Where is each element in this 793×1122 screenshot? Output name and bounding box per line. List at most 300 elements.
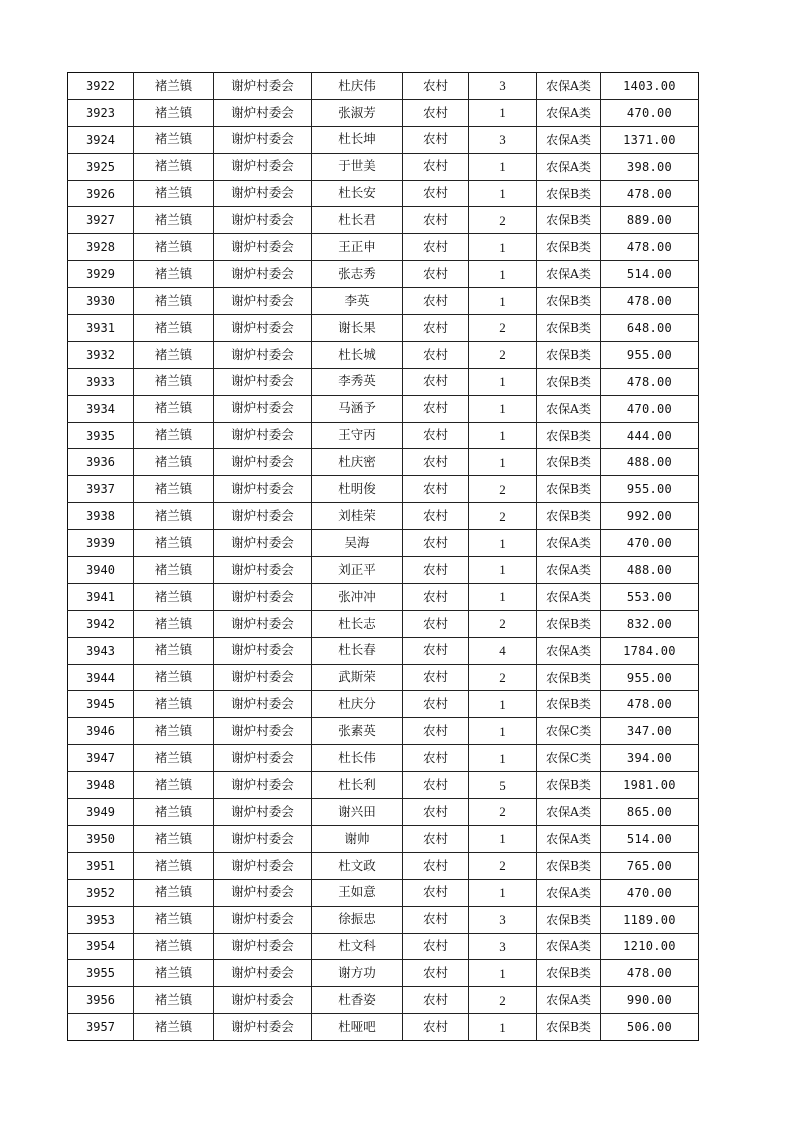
town-cell: 褚兰镇 [134, 691, 214, 718]
name-cell: 谢兴田 [312, 799, 403, 826]
table-row [68, 449, 699, 476]
table-row [68, 933, 699, 960]
name-cell: 李秀英 [312, 368, 403, 395]
town-cell: 褚兰镇 [134, 960, 214, 987]
name-cell: 杜文政 [312, 852, 403, 879]
person-count-cell: 1 [469, 99, 537, 126]
household-type-cell: 农村 [403, 664, 469, 691]
village-committee-cell: 谢炉村委会 [214, 637, 312, 664]
insurance-category-cell: 农保C类 [537, 745, 601, 772]
town-cell: 褚兰镇 [134, 852, 214, 879]
name-cell: 杜香姿 [312, 987, 403, 1014]
town-cell: 褚兰镇 [134, 476, 214, 503]
person-count-cell: 2 [469, 315, 537, 342]
person-count-cell: 2 [469, 610, 537, 637]
village-committee-cell: 谢炉村委会 [214, 879, 312, 906]
table-row [68, 610, 699, 637]
person-count-cell: 2 [469, 341, 537, 368]
amount-cell: 398.00 [601, 153, 699, 180]
name-cell: 王正申 [312, 234, 403, 261]
serial-number-cell: 3924 [68, 126, 134, 153]
table-row [68, 906, 699, 933]
amount-cell: 470.00 [601, 530, 699, 557]
name-cell: 马涵予 [312, 395, 403, 422]
amount-cell: 889.00 [601, 207, 699, 234]
household-type-cell: 农村 [403, 879, 469, 906]
name-cell: 徐振忠 [312, 906, 403, 933]
town-cell: 褚兰镇 [134, 610, 214, 637]
serial-number-cell: 3935 [68, 422, 134, 449]
table-body [68, 73, 699, 1041]
village-committee-cell: 谢炉村委会 [214, 799, 312, 826]
amount-cell: 832.00 [601, 610, 699, 637]
household-type-cell: 农村 [403, 503, 469, 530]
table-row [68, 395, 699, 422]
household-type-cell: 农村 [403, 449, 469, 476]
household-type-cell: 农村 [403, 852, 469, 879]
name-cell: 张志秀 [312, 261, 403, 288]
serial-number-cell: 3955 [68, 960, 134, 987]
village-committee-cell: 谢炉村委会 [214, 207, 312, 234]
amount-cell: 1189.00 [601, 906, 699, 933]
insurance-category-cell: 农保B类 [537, 1014, 601, 1041]
village-committee-cell: 谢炉村委会 [214, 73, 312, 100]
serial-number-cell: 3929 [68, 261, 134, 288]
town-cell: 褚兰镇 [134, 1014, 214, 1041]
person-count-cell: 1 [469, 691, 537, 718]
household-type-cell: 农村 [403, 73, 469, 100]
town-cell: 褚兰镇 [134, 799, 214, 826]
person-count-cell: 1 [469, 368, 537, 395]
household-type-cell: 农村 [403, 315, 469, 342]
name-cell: 杜庆分 [312, 691, 403, 718]
serial-number-cell: 3926 [68, 180, 134, 207]
serial-number-cell: 3943 [68, 637, 134, 664]
serial-number-cell: 3927 [68, 207, 134, 234]
serial-number-cell: 3946 [68, 718, 134, 745]
amount-cell: 470.00 [601, 879, 699, 906]
household-type-cell: 农村 [403, 207, 469, 234]
name-cell: 吴海 [312, 530, 403, 557]
village-committee-cell: 谢炉村委会 [214, 126, 312, 153]
village-committee-cell: 谢炉村委会 [214, 825, 312, 852]
table-row [68, 261, 699, 288]
table-row [68, 825, 699, 852]
serial-number-cell: 3937 [68, 476, 134, 503]
town-cell: 褚兰镇 [134, 153, 214, 180]
serial-number-cell: 3934 [68, 395, 134, 422]
amount-cell: 1371.00 [601, 126, 699, 153]
serial-number-cell: 3954 [68, 933, 134, 960]
person-count-cell: 1 [469, 288, 537, 315]
table-row [68, 234, 699, 261]
town-cell: 褚兰镇 [134, 261, 214, 288]
table-row [68, 476, 699, 503]
serial-number-cell: 3950 [68, 825, 134, 852]
village-committee-cell: 谢炉村委会 [214, 234, 312, 261]
amount-cell: 865.00 [601, 799, 699, 826]
serial-number-cell: 3941 [68, 583, 134, 610]
table-row [68, 422, 699, 449]
insurance-category-cell: 农保A类 [537, 530, 601, 557]
household-type-cell: 农村 [403, 180, 469, 207]
town-cell: 褚兰镇 [134, 126, 214, 153]
table-row [68, 99, 699, 126]
amount-cell: 553.00 [601, 583, 699, 610]
village-committee-cell: 谢炉村委会 [214, 341, 312, 368]
village-committee-cell: 谢炉村委会 [214, 530, 312, 557]
insurance-category-cell: 农保A类 [537, 261, 601, 288]
table-row [68, 315, 699, 342]
table-row [68, 126, 699, 153]
person-count-cell: 1 [469, 1014, 537, 1041]
village-committee-cell: 谢炉村委会 [214, 476, 312, 503]
insurance-category-cell: 农保B类 [537, 691, 601, 718]
village-committee-cell: 谢炉村委会 [214, 664, 312, 691]
amount-cell: 470.00 [601, 395, 699, 422]
amount-cell: 955.00 [601, 341, 699, 368]
amount-cell: 1981.00 [601, 772, 699, 799]
insurance-category-cell: 农保B类 [537, 315, 601, 342]
person-count-cell: 2 [469, 664, 537, 691]
town-cell: 褚兰镇 [134, 234, 214, 261]
town-cell: 褚兰镇 [134, 449, 214, 476]
amount-cell: 478.00 [601, 368, 699, 395]
table-row [68, 772, 699, 799]
insurance-category-cell: 农保B类 [537, 906, 601, 933]
name-cell: 杜庆密 [312, 449, 403, 476]
village-committee-cell: 谢炉村委会 [214, 960, 312, 987]
amount-cell: 992.00 [601, 503, 699, 530]
serial-number-cell: 3936 [68, 449, 134, 476]
village-committee-cell: 谢炉村委会 [214, 610, 312, 637]
town-cell: 褚兰镇 [134, 73, 214, 100]
name-cell: 谢方功 [312, 960, 403, 987]
village-committee-cell: 谢炉村委会 [214, 852, 312, 879]
name-cell: 张素英 [312, 718, 403, 745]
serial-number-cell: 3951 [68, 852, 134, 879]
insurance-category-cell: 农保B类 [537, 664, 601, 691]
insurance-category-cell: 农保A类 [537, 583, 601, 610]
name-cell: 杜哑吧 [312, 1014, 403, 1041]
household-type-cell: 农村 [403, 395, 469, 422]
name-cell: 杜长伟 [312, 745, 403, 772]
serial-number-cell: 3930 [68, 288, 134, 315]
village-committee-cell: 谢炉村委会 [214, 261, 312, 288]
household-type-cell: 农村 [403, 825, 469, 852]
insurance-category-cell: 农保A类 [537, 637, 601, 664]
name-cell: 武斯荣 [312, 664, 403, 691]
village-committee-cell: 谢炉村委会 [214, 906, 312, 933]
person-count-cell: 1 [469, 395, 537, 422]
serial-number-cell: 3923 [68, 99, 134, 126]
insurance-category-cell: 农保B类 [537, 852, 601, 879]
town-cell: 褚兰镇 [134, 207, 214, 234]
amount-cell: 955.00 [601, 664, 699, 691]
amount-cell: 347.00 [601, 718, 699, 745]
village-committee-cell: 谢炉村委会 [214, 180, 312, 207]
name-cell: 杜长春 [312, 637, 403, 664]
person-count-cell: 3 [469, 906, 537, 933]
insurance-category-cell: 农保B类 [537, 503, 601, 530]
name-cell: 杜明俊 [312, 476, 403, 503]
village-committee-cell: 谢炉村委会 [214, 395, 312, 422]
person-count-cell: 1 [469, 583, 537, 610]
amount-cell: 478.00 [601, 960, 699, 987]
serial-number-cell: 3928 [68, 234, 134, 261]
table-row [68, 879, 699, 906]
household-type-cell: 农村 [403, 234, 469, 261]
amount-cell: 1403.00 [601, 73, 699, 100]
serial-number-cell: 3938 [68, 503, 134, 530]
table-row [68, 503, 699, 530]
person-count-cell: 1 [469, 234, 537, 261]
household-type-cell: 农村 [403, 341, 469, 368]
town-cell: 褚兰镇 [134, 395, 214, 422]
household-type-cell: 农村 [403, 960, 469, 987]
person-count-cell: 3 [469, 933, 537, 960]
household-type-cell: 农村 [403, 799, 469, 826]
amount-cell: 514.00 [601, 261, 699, 288]
person-count-cell: 1 [469, 557, 537, 584]
insurance-category-cell: 农保A类 [537, 879, 601, 906]
household-type-cell: 农村 [403, 718, 469, 745]
table-row [68, 745, 699, 772]
serial-number-cell: 3925 [68, 153, 134, 180]
relief-roster-table [67, 72, 699, 1041]
village-committee-cell: 谢炉村委会 [214, 422, 312, 449]
serial-number-cell: 3952 [68, 879, 134, 906]
insurance-category-cell: 农保B类 [537, 772, 601, 799]
serial-number-cell: 3956 [68, 987, 134, 1014]
table-row [68, 691, 699, 718]
town-cell: 褚兰镇 [134, 987, 214, 1014]
insurance-category-cell: 农保A类 [537, 557, 601, 584]
person-count-cell: 2 [469, 503, 537, 530]
name-cell: 杜庆伟 [312, 73, 403, 100]
serial-number-cell: 3931 [68, 315, 134, 342]
insurance-category-cell: 农保B类 [537, 476, 601, 503]
person-count-cell: 3 [469, 126, 537, 153]
name-cell: 于世美 [312, 153, 403, 180]
amount-cell: 514.00 [601, 825, 699, 852]
insurance-category-cell: 农保C类 [537, 718, 601, 745]
amount-cell: 1210.00 [601, 933, 699, 960]
serial-number-cell: 3932 [68, 341, 134, 368]
table-row [68, 960, 699, 987]
insurance-category-cell: 农保B类 [537, 610, 601, 637]
table-row [68, 1014, 699, 1041]
insurance-category-cell: 农保B类 [537, 288, 601, 315]
name-cell: 杜长安 [312, 180, 403, 207]
table-row [68, 530, 699, 557]
table-row [68, 207, 699, 234]
insurance-category-cell: 农保B类 [537, 180, 601, 207]
amount-cell: 955.00 [601, 476, 699, 503]
household-type-cell: 农村 [403, 476, 469, 503]
person-count-cell: 1 [469, 960, 537, 987]
insurance-category-cell: 农保B类 [537, 422, 601, 449]
village-committee-cell: 谢炉村委会 [214, 987, 312, 1014]
town-cell: 褚兰镇 [134, 422, 214, 449]
name-cell: 杜长利 [312, 772, 403, 799]
table-row [68, 718, 699, 745]
household-type-cell: 农村 [403, 772, 469, 799]
town-cell: 褚兰镇 [134, 745, 214, 772]
person-count-cell: 5 [469, 772, 537, 799]
village-committee-cell: 谢炉村委会 [214, 315, 312, 342]
amount-cell: 648.00 [601, 315, 699, 342]
table-row [68, 637, 699, 664]
town-cell: 褚兰镇 [134, 879, 214, 906]
household-type-cell: 农村 [403, 691, 469, 718]
serial-number-cell: 3948 [68, 772, 134, 799]
serial-number-cell: 3942 [68, 610, 134, 637]
town-cell: 褚兰镇 [134, 557, 214, 584]
person-count-cell: 1 [469, 261, 537, 288]
village-committee-cell: 谢炉村委会 [214, 691, 312, 718]
amount-cell: 394.00 [601, 745, 699, 772]
name-cell: 杜文科 [312, 933, 403, 960]
amount-cell: 990.00 [601, 987, 699, 1014]
village-committee-cell: 谢炉村委会 [214, 772, 312, 799]
insurance-category-cell: 农保A类 [537, 99, 601, 126]
insurance-category-cell: 农保A类 [537, 395, 601, 422]
person-count-cell: 1 [469, 530, 537, 557]
household-type-cell: 农村 [403, 987, 469, 1014]
household-type-cell: 农村 [403, 126, 469, 153]
serial-number-cell: 3957 [68, 1014, 134, 1041]
village-committee-cell: 谢炉村委会 [214, 745, 312, 772]
serial-number-cell: 3940 [68, 557, 134, 584]
town-cell: 褚兰镇 [134, 718, 214, 745]
insurance-category-cell: 农保B类 [537, 960, 601, 987]
household-type-cell: 农村 [403, 637, 469, 664]
person-count-cell: 4 [469, 637, 537, 664]
insurance-category-cell: 农保A类 [537, 825, 601, 852]
table-row [68, 180, 699, 207]
name-cell: 杜长坤 [312, 126, 403, 153]
household-type-cell: 农村 [403, 261, 469, 288]
serial-number-cell: 3945 [68, 691, 134, 718]
amount-cell: 488.00 [601, 449, 699, 476]
person-count-cell: 3 [469, 73, 537, 100]
town-cell: 褚兰镇 [134, 906, 214, 933]
table-row [68, 799, 699, 826]
serial-number-cell: 3944 [68, 664, 134, 691]
person-count-cell: 1 [469, 745, 537, 772]
name-cell: 杜长城 [312, 341, 403, 368]
village-committee-cell: 谢炉村委会 [214, 503, 312, 530]
town-cell: 褚兰镇 [134, 288, 214, 315]
table-row [68, 557, 699, 584]
person-count-cell: 2 [469, 476, 537, 503]
village-committee-cell: 谢炉村委会 [214, 1014, 312, 1041]
household-type-cell: 农村 [403, 583, 469, 610]
person-count-cell: 2 [469, 799, 537, 826]
town-cell: 褚兰镇 [134, 530, 214, 557]
household-type-cell: 农村 [403, 906, 469, 933]
name-cell: 刘桂荣 [312, 503, 403, 530]
town-cell: 褚兰镇 [134, 341, 214, 368]
person-count-cell: 1 [469, 422, 537, 449]
person-count-cell: 2 [469, 207, 537, 234]
serial-number-cell: 3939 [68, 530, 134, 557]
table-row [68, 341, 699, 368]
village-committee-cell: 谢炉村委会 [214, 583, 312, 610]
amount-cell: 506.00 [601, 1014, 699, 1041]
household-type-cell: 农村 [403, 610, 469, 637]
name-cell: 杜长志 [312, 610, 403, 637]
household-type-cell: 农村 [403, 557, 469, 584]
person-count-cell: 1 [469, 449, 537, 476]
amount-cell: 478.00 [601, 180, 699, 207]
insurance-category-cell: 农保A类 [537, 987, 601, 1014]
serial-number-cell: 3933 [68, 368, 134, 395]
amount-cell: 765.00 [601, 852, 699, 879]
name-cell: 李英 [312, 288, 403, 315]
village-committee-cell: 谢炉村委会 [214, 933, 312, 960]
household-type-cell: 农村 [403, 933, 469, 960]
name-cell: 谢帅 [312, 825, 403, 852]
amount-cell: 478.00 [601, 288, 699, 315]
amount-cell: 470.00 [601, 99, 699, 126]
name-cell: 王守丙 [312, 422, 403, 449]
amount-cell: 1784.00 [601, 637, 699, 664]
serial-number-cell: 3922 [68, 73, 134, 100]
town-cell: 褚兰镇 [134, 99, 214, 126]
town-cell: 褚兰镇 [134, 933, 214, 960]
household-type-cell: 农村 [403, 153, 469, 180]
person-count-cell: 1 [469, 879, 537, 906]
town-cell: 褚兰镇 [134, 315, 214, 342]
town-cell: 褚兰镇 [134, 503, 214, 530]
town-cell: 褚兰镇 [134, 772, 214, 799]
name-cell: 谢长果 [312, 315, 403, 342]
table-row [68, 852, 699, 879]
insurance-category-cell: 农保A类 [537, 126, 601, 153]
village-committee-cell: 谢炉村委会 [214, 449, 312, 476]
village-committee-cell: 谢炉村委会 [214, 288, 312, 315]
household-type-cell: 农村 [403, 422, 469, 449]
name-cell: 张淑芳 [312, 99, 403, 126]
table-row [68, 368, 699, 395]
serial-number-cell: 3947 [68, 745, 134, 772]
table-row [68, 583, 699, 610]
village-committee-cell: 谢炉村委会 [214, 99, 312, 126]
insurance-category-cell: 农保A类 [537, 153, 601, 180]
table-row [68, 288, 699, 315]
household-type-cell: 农村 [403, 288, 469, 315]
household-type-cell: 农村 [403, 368, 469, 395]
person-count-cell: 2 [469, 852, 537, 879]
table-row [68, 987, 699, 1014]
amount-cell: 478.00 [601, 234, 699, 261]
village-committee-cell: 谢炉村委会 [214, 368, 312, 395]
person-count-cell: 1 [469, 153, 537, 180]
town-cell: 褚兰镇 [134, 368, 214, 395]
table-row [68, 73, 699, 100]
table-row [68, 153, 699, 180]
insurance-category-cell: 农保A类 [537, 933, 601, 960]
insurance-category-cell: 农保B类 [537, 234, 601, 261]
insurance-category-cell: 农保B类 [537, 207, 601, 234]
insurance-category-cell: 农保B类 [537, 449, 601, 476]
serial-number-cell: 3953 [68, 906, 134, 933]
name-cell: 张冲冲 [312, 583, 403, 610]
insurance-category-cell: 农保A类 [537, 799, 601, 826]
household-type-cell: 农村 [403, 1014, 469, 1041]
